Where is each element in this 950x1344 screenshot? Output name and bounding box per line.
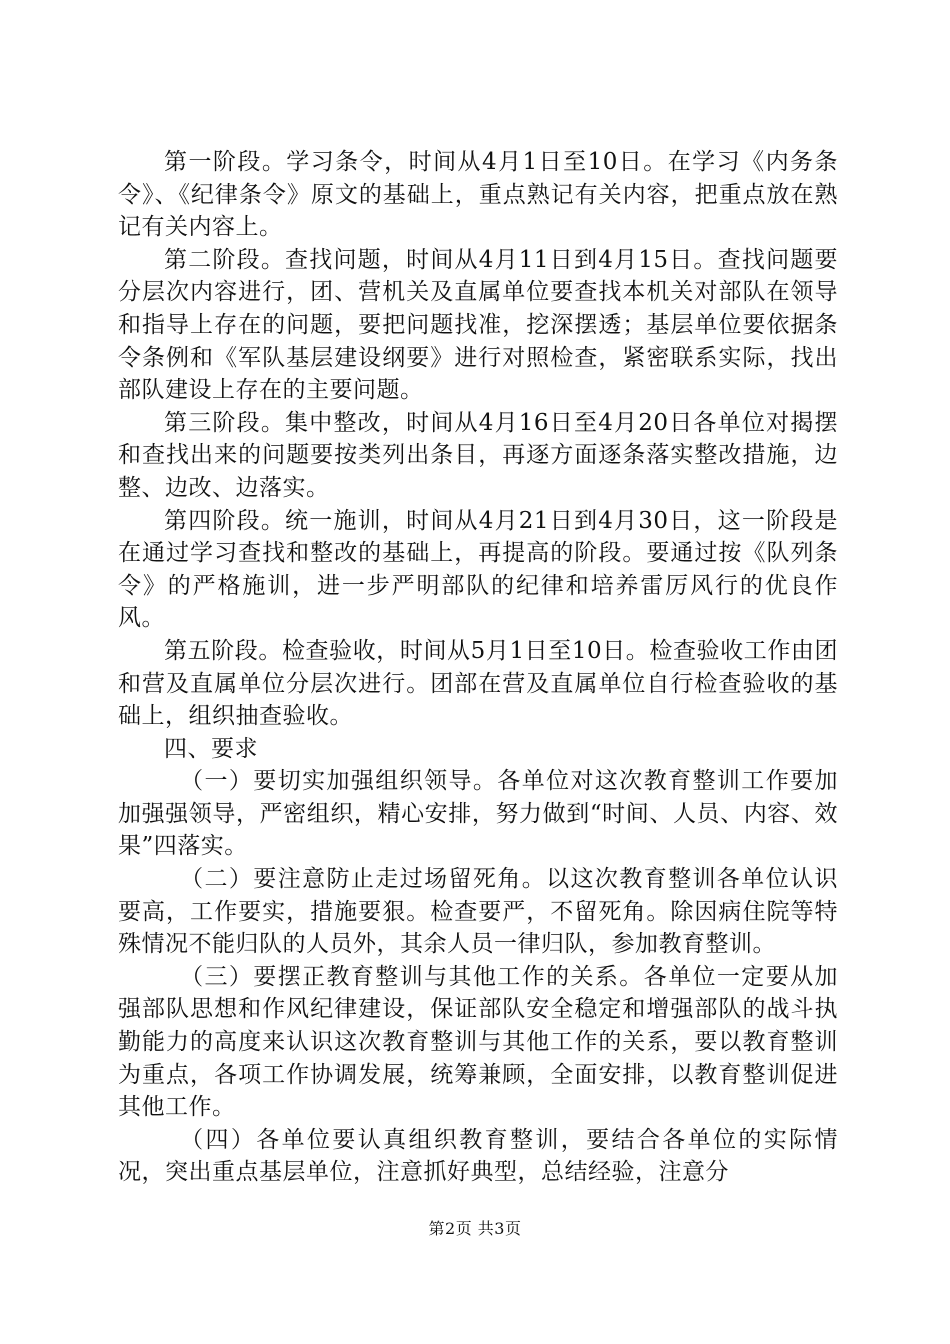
page-number-footer: 第2页 共3页: [428, 1219, 522, 1238]
paragraph-stage-3: 第三阶段。集中整改，时间从4月16日至4月20日各单位对揭摆和查找出来的问题要按类列出条目，再逐方面逐条落实整改措施，边整、边改、边落实。: [118, 409, 838, 501]
document-body: [118, 146, 838, 1189]
paragraph-requirement-2: （二）要注意防止走过场留死角。以这次教育整训各单位认识要高，工作要实，措施要狠。检查要严，不留死角。除因病住院等特殊情况不能归队的人员外，其余人员一律归队，参加教育整训。: [118, 866, 838, 958]
paragraph-stage-1: 第一阶段。学习条令，时间从4月1日至10日。在学习《内务条令》、《纪律条令》原文的基础上，重点熟记有关内容，把重点放在熟记有关内容上。: [118, 149, 838, 241]
paragraph-requirement-3: （三）要摆正教育整训与其他工作的关系。各单位一定要从加强部队思想和作风纪律建设，保证部队安全稳定和增强部队的战斗执勤能力的高度来认识这次教育整训与其他工作的关系，要以教育整训为重点，各项工作协调发展，统筹兼顾，全面安排，以教育整训促进其他工作。: [118, 963, 838, 1121]
section-heading-requirements: 四、要求: [164, 735, 258, 762]
paragraph-stage-2: 第二阶段。查找问题，时间从4月11日到4月15日。查找问题要分层次内容进行，团、营机关及直属单位要查找本机关对部队在领导和指导上存在的问题，要把问题找准，挖深摆透；基层单位要依据条令条例和《军队基层建设纲要》进行对照检查，紧密联系实际，找出部队建设上存在的主要问题。: [118, 246, 838, 404]
paragraph-requirement-1: （一）要切实加强组织领导。各单位对这次教育整训工作要加加强强领导，严密组织，精心安排，努力做到“时间、人员、内容、效果”四落实。: [118, 768, 838, 860]
paragraph-requirement-4: （四）各单位要认真组织教育整训，要结合各单位的实际情况，突出重点基层单位，注意抓好典型，总结经验，注意分: [118, 1126, 838, 1186]
paragraph-stage-5: 第五阶段。检查验收，时间从5月1日至10日。检查验收工作由团和营及直属单位分层次进行。团部在营及直属单位自行检查验收的基础上，组织抽查验收。: [118, 637, 838, 730]
paragraph-stage-4: 第四阶段。统一施训，时间从4月21日到4月30日，这一阶段是在通过学习查找和整改的基础上，再提高的阶段。要通过按《队列条令》的严格施训，进一步严明部队的纪律和培养雷厉风行的优良作风。: [118, 507, 838, 632]
